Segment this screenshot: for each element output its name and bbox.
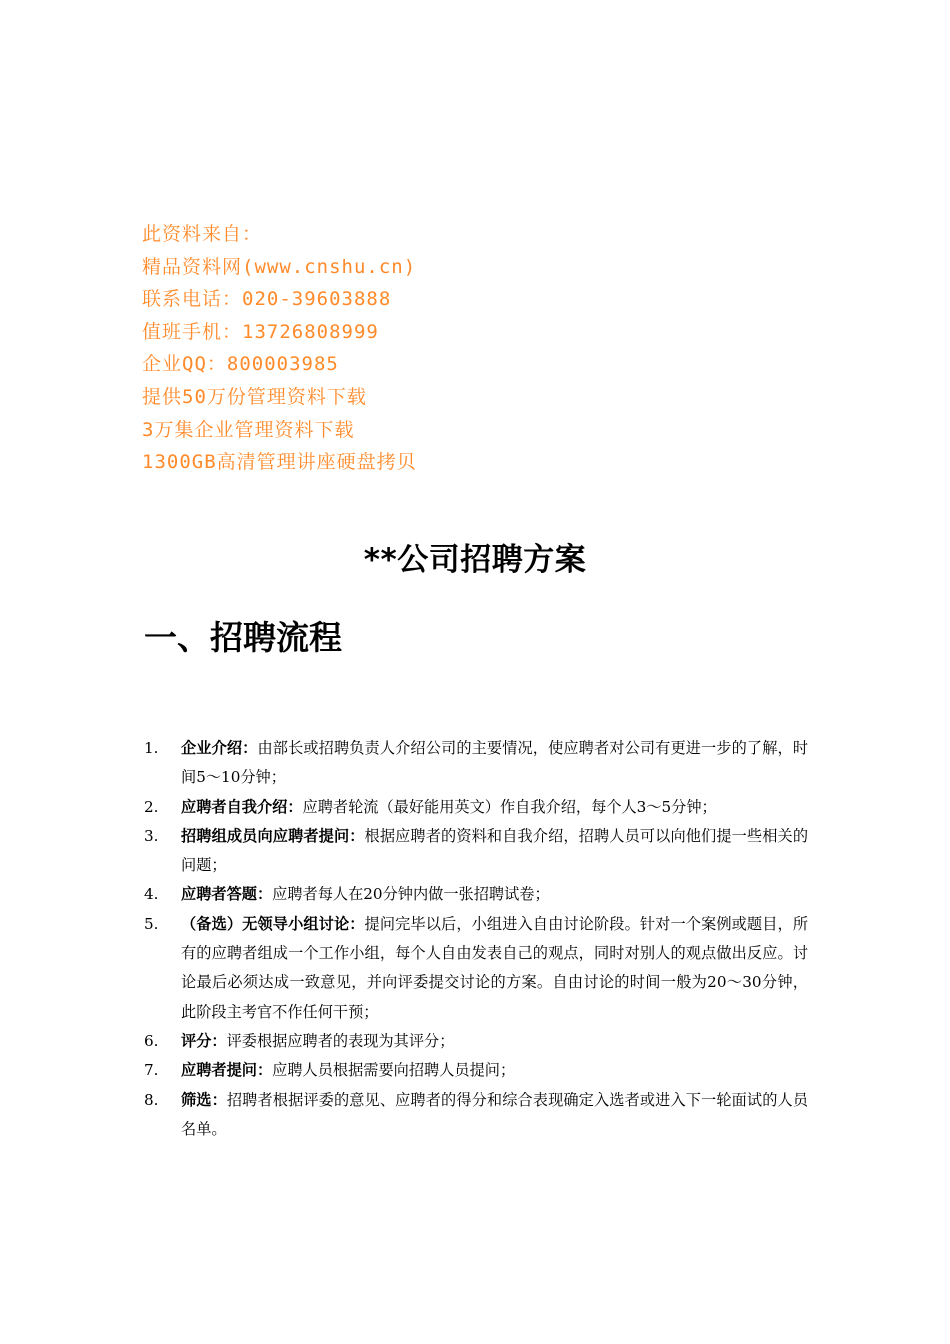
document-title: **公司招聘方案 [363, 542, 587, 578]
item-text: 应聘人员根据需要向招聘人员提问； [272, 1061, 516, 1080]
recruitment-process-list [144, 734, 808, 1144]
item-term: 企业介绍： [181, 739, 258, 757]
list-item [144, 1027, 808, 1056]
list-item [144, 822, 808, 881]
item-text: 应聘者每人在20分钟内做一张招聘试卷； [272, 885, 550, 904]
source-line: 1300GB高清管理讲座硬盘拷贝 [142, 451, 417, 474]
item-text: 应聘者轮流（最好能用英文）作自我介绍，每个人3～5分钟； [302, 797, 717, 816]
item-number: 3. [144, 826, 159, 845]
item-number: 8. [144, 1090, 159, 1109]
item-number: 4. [144, 885, 159, 904]
item-number: 2. [144, 797, 159, 816]
list-item [144, 1056, 808, 1085]
source-line-mobile: 值班手机：13726808999 [142, 320, 379, 343]
list-item [144, 734, 808, 793]
item-text: 提问完毕以后，小组进入自由讨论阶段。针对一个案例或题目，所有的应聘者组成一个工作小组，每个人自由发表自己的观点，同时对别人的观点做出反应。讨论最后必须达成一致意见，并向评委提交讨论的方案。自由讨论的时间一般为20～30分钟，此阶段主考官不作任何干预； [181, 914, 809, 1021]
source-line: 此资料来自： [142, 223, 263, 245]
source-line-qq: 企业QQ：800003985 [142, 353, 339, 376]
source-line: 提供50万份管理资料下载 [142, 385, 367, 408]
item-text: 评委根据应聘者的表现为其评分； [226, 1031, 455, 1050]
item-term: 筛选： [181, 1090, 227, 1109]
item-number: 7. [144, 1061, 159, 1080]
item-number: 1. [144, 739, 159, 757]
list-item [144, 793, 808, 822]
source-line: 3万集企业管理资料下载 [142, 418, 355, 441]
item-term: 应聘者提问： [181, 1061, 273, 1080]
item-term: 应聘者答题： [181, 885, 273, 904]
item-term: （备选）无领导小组讨论： [181, 914, 365, 933]
list-item [144, 880, 808, 909]
source-line-website: 精品资料网(www.cnshu.cn) [142, 255, 417, 278]
item-text: 由部长或招聘负责人介绍公司的主要情况，使应聘者对公司有更进一步的了解，时间5～10分钟； [181, 739, 809, 787]
source-line-phone: 联系电话：020-39603888 [142, 288, 392, 311]
item-term: 应聘者自我介绍： [181, 797, 303, 816]
item-number: 6. [144, 1031, 159, 1050]
section-heading: 一、招聘流程 [144, 618, 342, 657]
item-text: 招聘者根据评委的意见、应聘者的得分和综合表现确定入选者或进入下一轮面试的人员名单。 [181, 1090, 809, 1138]
list-item [144, 910, 808, 1027]
item-term: 评分： [181, 1031, 227, 1050]
item-number: 5. [144, 914, 159, 933]
item-term: 招聘组成员向应聘者提问： [181, 826, 365, 845]
list-item [144, 1086, 808, 1145]
item-text: 根据应聘者的资料和自我介绍，招聘人员可以向他们提一些相关的问题； [181, 826, 809, 875]
source-info-block [142, 218, 702, 479]
